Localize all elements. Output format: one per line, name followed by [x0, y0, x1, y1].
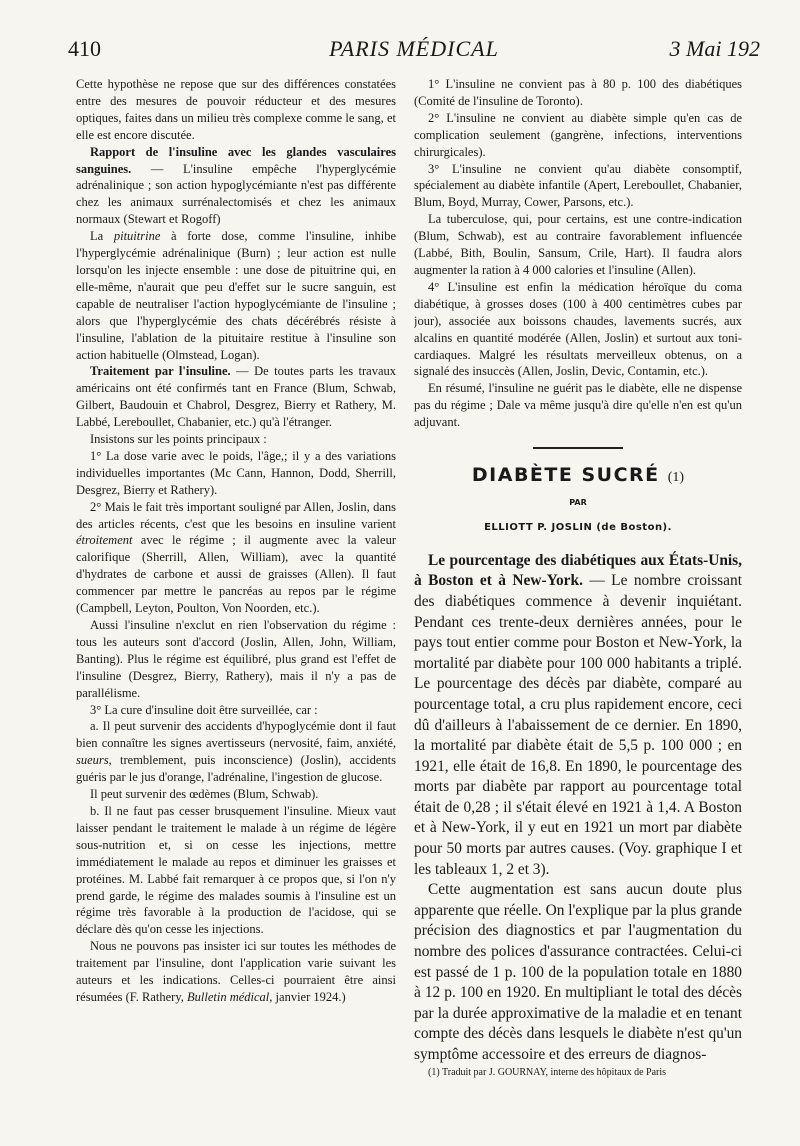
section-divider — [533, 447, 623, 449]
paragraph: b. Il ne faut pas cesser brusquement l'insuline. Mieux vaut laisser pendant le traitement le malade à un régime de légère sous-nutrition et, si on cesse les injections, mettre immédiatement le malade au repos et diminuer les graisses et protéines. M. Labbé fait remarquer à ce propos que, si l'on n'y prend garde, le régime des malades soumis à l'insuline est un régime très favorable à la production de l'acidose, qui se déclare dès qu'on cesse les injections. — [76, 803, 396, 937]
paragraph: Nous ne pouvons pas insister ici sur toutes les méthodes de traitement par l'insuline, dont l'application varie suivant les auteurs et les indications. Celles-ci pourraient être ainsi résumées (F. Rathery, Bulletin médical, janvier 1924.) — [76, 939, 396, 1004]
paragraph: Aussi l'insuline n'exclut en rien l'observation du régime : tous les auteurs sont d'accord (Joslin, Allen, John, William, Banting). Plus le régime est équilibré, plus grand est l'effet de l'insuline (Desgrez, Bierry, Rathery), mais il n'y a pas de parallélisme. — [76, 618, 396, 700]
article-body — [414, 551, 742, 1066]
paragraph: 3° La cure d'insuline doit être surveillée, car : — [90, 702, 318, 717]
paragraph: Insistons sur les points principaux : — [90, 432, 267, 447]
paragraph: La tuberculose, qui, pour certains, est une contre-indication (Blum, Schwab), est au contraire favorablement influencée (Labbé, Bith, Boulin, Sansum, Crile, Hart). Il faudra alors augmenter la ration à 4 000 calories et l'insuline (Allen). — [414, 212, 742, 277]
paragraph: 4° L'insuline est enfin la médication héroïque du coma diabétique, à grosses doses (100 à 400 centimètres cubes par jour), associée aux boissons chaudes, lavements sucrés, aux alcalins en quantité modérée (Allen, Joslin) et surtout aux toni-cardiaques. Malgré les résultats merveilleux obtenus, on a signalé des insuccès (Allen, Joslin, Devic, Contamin, etc.). — [414, 279, 742, 379]
by-line-label: PAR — [569, 497, 587, 507]
paragraph: 2° Mais le fait très important souligné par Allen, Joslin, dans des articles récents, c'est que les besoins en insuline varient étroitement avec le régime ; il augmente avec la valeur calorifique (Sherrill, Allen, William), avec la quantité d'hydrates de carbone et aussi de graisses (Allen). Il faut commencer par mettre le pancréas au repos par le régime (Campbell, Leyton, Poulton, Von Noorden, etc.). — [76, 499, 396, 616]
author: ELLIOTT P. JOSLIN (de Boston). — [484, 521, 672, 533]
left-column — [76, 76, 396, 1122]
issue-date: 3 Mai 192 — [669, 36, 760, 61]
paragraph: a. Il peut survenir des accidents d'hypoglycémie dont il faut bien connaître les signes avertisseurs (nervosité, faim, anxiété, sueurs, tremblement, puis inconscience) (Joslin), accidents guéris par le jus d'orange, l'adrénaline, l'ingestion de glucose. — [76, 719, 396, 785]
article-title: DIABÈTE SUCRÉ (1) — [471, 464, 685, 487]
paragraph: En résumé, l'insuline ne guérit pas le diabète, elle ne dispense pas du régime ; Dale va même jusqu'à dire qu'elle n'en est qu'un adjuvant. — [414, 381, 742, 430]
paragraph: La pituitrine à forte dose, comme l'insuline, inhibe l'hyperglycémie adrénalinique (Burn) ; leur action est nulle lorsqu'on les injecte ensemble : une dose de pituitrine qui, en elle-même, n'aurait que peu d'effet sur le sucre sanguin, est capable de neutraliser l'action hypoglycémiante de l'insuline ; alors que l'hyperglycémie des chats décérébrés résiste à l'insuline, l'ablation de la pituitaire restitue à l'insuline son action habituelle (Olmstead, Logan). — [76, 229, 396, 362]
paragraph: Le pourcentage des diabétiques aux États-Unis, à Boston et à New-York. — Le nombre croissant des diabétiques commence à devenir inquiétant. Pendant ces trente-deux dernières années, pour le pays tout entier comme pour Boston et New-York, la mortalité par diabète pour 100 000 habitants a triplé. Le pourcentage des décès par diabète, comparé au pourcentage total, a cru plus rapidement encore, ceci dû d'ailleurs à l'abaissement de ce dernier. En 1890, la mortalité par diabète était de 5,5 p. 100 000 ; en 1921, elle était de 16,8. En 1890, le pourcentage des morts par diabète par rapport au pourcentage total était de 0,28 ; il s'était élevé en 1921 à 1,4. A Boston et à New-York, il y eut en 1921 un mort par diabète pour 50 morts par autres causes. (Voy. graphique I et les tableaux 1, 2 et 3). — [414, 551, 742, 878]
paragraph: Cette hypothèse ne repose que sur des différences constatées entre des mesures de pouvoir réducteur et des mesures optiques, faites dans un milieu très complexe comme le sang, et elle est encore discutée. — [76, 77, 396, 142]
paragraph: Rapport de l'insuline avec les glandes vasculaires sanguines. — L'insuline empêche l'hyperglycémie adrénalinique ; son action hypoglycémiante n'est pas différente chez les animaux surrénalectomisés et chez les animaux normaux (Stewart et Rogoff) — [76, 144, 396, 227]
page-number: 410 — [68, 36, 101, 61]
paragraph: 2° L'insuline ne convient au diabète simple qu'en cas de complication seulement (gangrène, infections, interventions chirurgicales). — [414, 110, 742, 159]
paragraph: 3° L'insuline ne convient qu'au diabète consomptif, spécialement au diabète infantile (Apert, Lereboullet, Chabanier, Blum, Boyd, Murray, Cower, Parsons, etc.). — [414, 161, 742, 210]
page-header — [68, 36, 760, 68]
section-heading: Traitement par l'insuline. — [90, 364, 231, 379]
section-heading: Rapport de l'insuline avec les glandes vasculaires sanguines. — [76, 144, 396, 176]
section-heading: Le pourcentage des diabétiques aux États-Unis, à Boston et à New-York. — [414, 551, 742, 590]
journal-title: PARIS MÉDICAL — [329, 36, 499, 61]
right-column — [414, 76, 742, 1122]
footnote: (1) Traduit par J. GOURNAY, interne des hôpitaux de Paris — [428, 1066, 667, 1078]
paragraph: Cette augmentation est sans aucun doute plus apparente que réelle. On l'explique par la plus grande précision des diagnostics et par l'augmentation du nombre des polices d'assurance contractées. Celui-ci est passé de 1 p. 100 de la population totale en 1880 à 12 p. 100 en 1920. En multipliant le total des décès par la durée approximative de la maladie et en tenant compte des décès dans lesquels le diabète n'est qu'un symptôme accessoire et des erreurs de diagnos- — [414, 881, 742, 1063]
footnote-marker: (1) — [667, 470, 685, 486]
paragraph: Il peut survenir des œdèmes (Blum, Schwab). — [90, 787, 319, 802]
paragraph: 1° La dose varie avec le poids, l'âge,; il y a des variations individuelles importantes (Mc Cann, Hannon, Dodd, Sherrill, Desgrez, Bierry et Rathery). — [76, 448, 396, 497]
paragraph: 1° L'insuline ne convient pas à 80 p. 100 des diabétiques (Comité de l'insuline de Toronto). — [414, 77, 742, 108]
paragraph: Traitement par l'insuline. — De toutes parts les travaux américains ont été confirmés tant en France (Blum, Schwab, Gilbert, Baudouin et Chabrol, Desgrez, Bierry et Rathery, M. Labbé, Lereboullet, Chabanier, etc.) qu'à l'étranger. — [76, 364, 396, 430]
